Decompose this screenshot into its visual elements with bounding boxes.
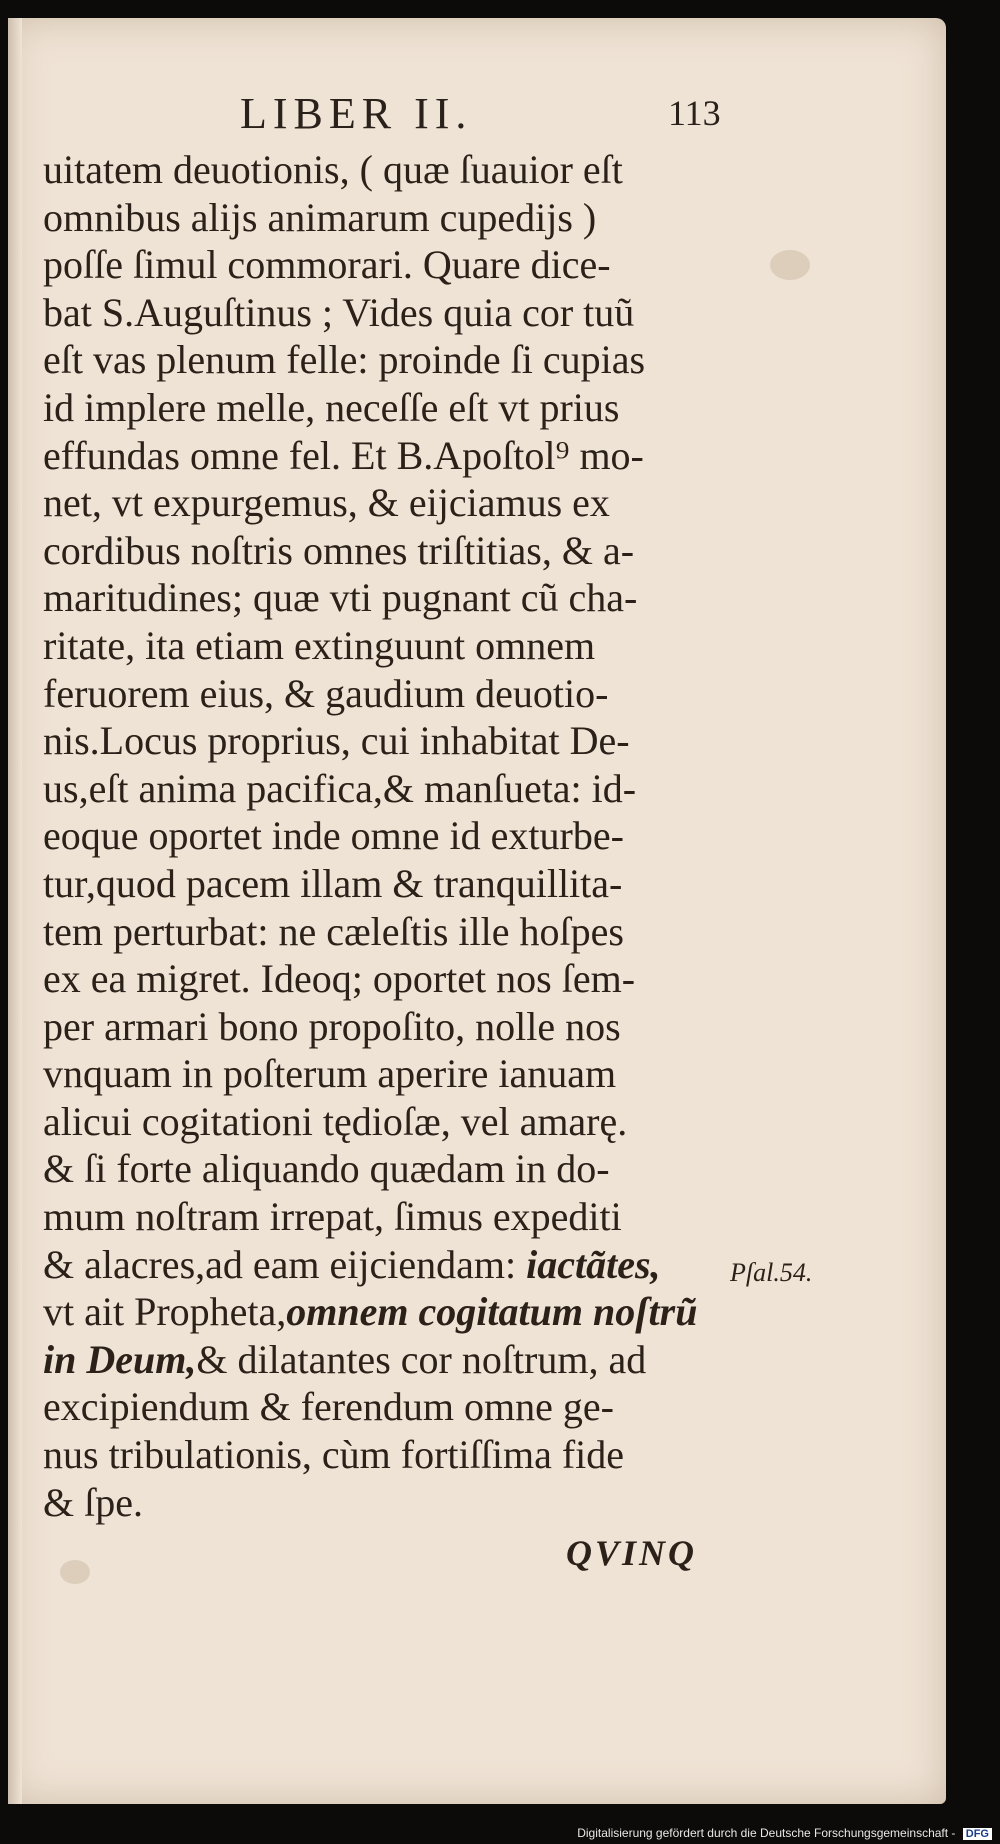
page-number: 113 (668, 93, 721, 133)
italic-run: omnem cogitatum noſtrũ (286, 1289, 698, 1335)
text-line: uitatem deuotionis, ( quæ ſuauior eſt (43, 147, 623, 192)
text-line (43, 1336, 743, 1384)
text-line: eoque oportet inde omne id exturbe- (43, 813, 624, 859)
text-line: maritudines; quæ vti pugnant cũ cha- (43, 575, 638, 621)
text-line: ex ea migret. Ideoq; oportet nos ſem- (43, 956, 636, 1002)
dfg-logo: DFG (963, 1828, 992, 1840)
text-line: feruorem eius, & gaudium deuotio- (43, 670, 609, 716)
text-line: & ſi forte aliquando quædam in do- (43, 1146, 610, 1192)
text-line: us,eſt anima pacifica,& manſueta: id- (43, 765, 637, 811)
text-line: nis.Locus proprius, cui inhabitat De- (43, 718, 630, 764)
text-line: per armari bono propoſito, nolle nos (43, 1003, 621, 1049)
catchword: QVINQ (566, 1533, 698, 1573)
body-text (43, 146, 743, 1526)
text-line: id implere melle, neceſſe eſt vt prius (43, 384, 620, 430)
text-run: & alacres,ad eam eijciendam: (43, 1241, 517, 1287)
text-line: ritate, ita etiam extinguunt omnem (43, 622, 596, 668)
text-line: vnquam in poſterum aperire ianuam (43, 1051, 617, 1097)
marginal-note: Pſal.54. (730, 1258, 813, 1287)
running-title: LIBER II. (240, 89, 473, 138)
text-line (43, 1241, 743, 1289)
text-line: omnibus alijs animarum cupedijs ) (43, 194, 597, 240)
text-line: alicui cogitationi tędioſæ, vel amarę. (43, 1098, 628, 1144)
page-edge-shadow (8, 18, 22, 1804)
paper-stain (60, 1560, 90, 1584)
text-line: cordibus noſtris omnes triſtitias, & a- (43, 527, 635, 573)
running-head (0, 88, 1000, 138)
paper-stain (770, 250, 810, 280)
text-line: mum noſtram irrepat, ſimus expediti (43, 1194, 622, 1240)
text-line: bat S.Auguſtinus ; Vides quia cor tuũ (43, 289, 635, 335)
text-line: net, vt expurgemus, & eijciamus ex (43, 480, 610, 526)
text-line: tur,quod pacem illam & tranquillita- (43, 860, 623, 906)
text-line: poſſe ſimul commorari. Quare dice- (43, 242, 611, 288)
text-line: nus tribulationis, cùm fortiſſima fide (43, 1432, 625, 1478)
credit-text: Digitalisierung gefördert durch die Deutsche Forschungsgemeinschaft - (577, 1826, 956, 1840)
text-line: excipiendum & ferendum omne ge- (43, 1384, 614, 1430)
text-run: & dilatantes cor noſtrum, ad (196, 1336, 647, 1382)
italic-run: iactãtes, (526, 1241, 661, 1287)
text-line: eſt vas plenum felle: proinde ſi cupias (43, 337, 646, 383)
italic-run: in Deum, (43, 1336, 197, 1382)
digitization-credit (577, 1826, 992, 1840)
text-line: tem perturbat: ne cæleſtis ille hoſpes (43, 908, 624, 954)
text-run: vt ait Propheta, (43, 1289, 287, 1335)
text-line: & ſpe. (43, 1479, 143, 1525)
text-line: effundas omne fel. Et B.Apoſtol⁹ mo- (43, 432, 644, 478)
text-line (43, 1288, 743, 1336)
